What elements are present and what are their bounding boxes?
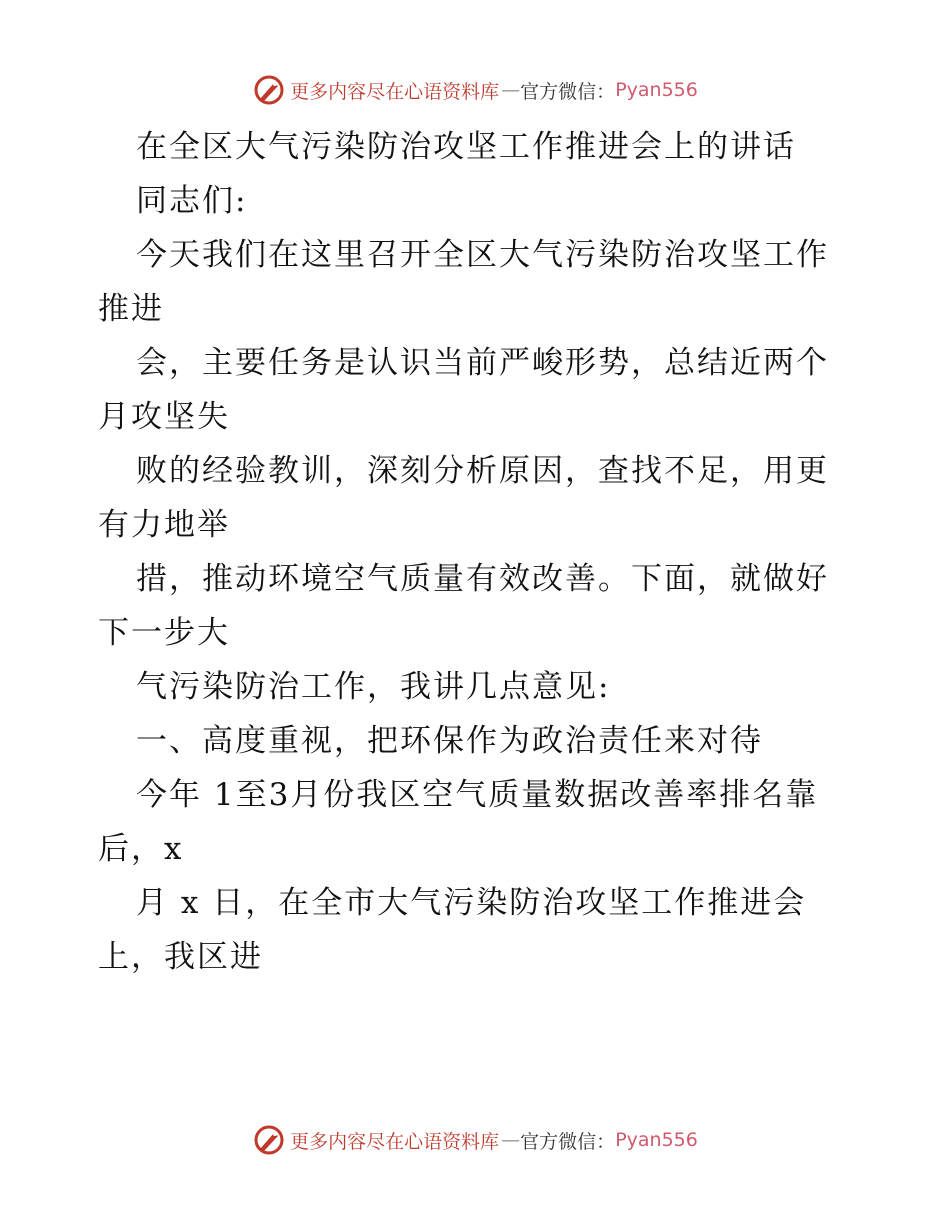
doc-line: 败的经验教训，深刻分析原因，查找不足，用更 [136,453,829,489]
doc-line: 月攻坚失 [98,399,230,435]
watermark-header [0,70,950,110]
doc-line: 气污染防治工作，我讲几点意见: [136,669,611,705]
doc-line: 有力地举 [98,507,230,543]
doc-line: 今年 1至3月份我区空气质量数据改善率排名靠 [136,777,819,813]
pen-logo-icon [252,1123,286,1157]
doc-line: 会，主要任务是认识当前严峻形势，总结近两个 [136,345,829,381]
document-body [98,120,858,984]
watermark-brand: 更多内容尽在心语资料库 [290,80,500,103]
doc-line: 一、高度重视，把环保作为政治责任来对待 [136,723,763,759]
doc-line: 后，x [98,831,184,867]
watermark-account: Pyan556 [615,79,698,101]
doc-line: 在全区大气污染防治攻坚工作推进会上的讲话 [136,129,796,165]
watermark-brand: 更多内容尽在心语资料库 [290,1130,500,1153]
doc-line: 上，我区进 [98,939,263,975]
watermark-dash: — [501,1129,519,1151]
watermark-account: Pyan556 [615,1129,698,1151]
doc-line: 今天我们在这里召开全区大气污染防治攻坚工作 [136,237,829,273]
watermark-label: 官方微信： [520,1130,616,1153]
watermark-dash: — [501,79,519,101]
doc-line: 措，推动环境空气质量有效改善。下面，就做好 [136,561,829,597]
doc-line: 同志们: [136,183,248,219]
doc-line: 月 x 日，在全市大气污染防治攻坚工作推进会 [136,885,807,921]
doc-line: 下一步大 [98,615,230,651]
watermark-footer [0,1120,950,1160]
watermark-label: 官方微信： [520,80,616,103]
pen-logo-icon [252,73,286,107]
doc-line: 推进 [98,291,164,327]
